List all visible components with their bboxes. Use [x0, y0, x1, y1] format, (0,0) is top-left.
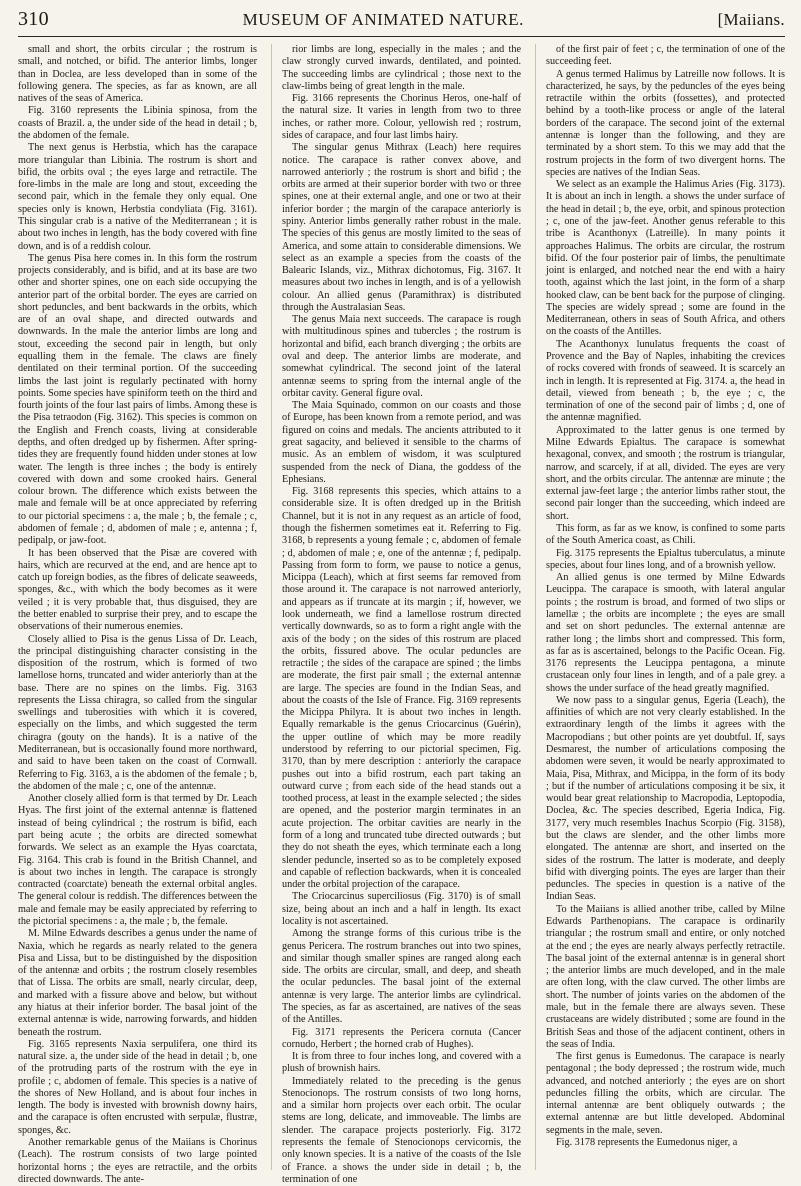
paragraph: Another closely allied form is that termed by Dr. Leach Hyas. The first joint of the external antennæ is flattened instead of being cylindrical ; the rostrum is bifid, each part being acute ; the orbits are directed somewhat forwards. We select as an example the Hyas coarctata, Fig. 3164. This crab is found in the British Channel, and is about two inches in length. The carapace is strongly contracted (coarctate) beneath the external orbital angles. The general colour is reddish. The differences between the male and female may be easily appreciated by referring to the pictorial specimens : a, the male ; b, the female.	[18, 793, 257, 927]
paragraph: An allied genus is one termed by Milne Edwards Leucippa. The carapace is smooth, with lateral angular points ; the rostrum is broad, and formed of two slips or lamellæ ; the orbits are incomplete ; the eyes are small and set on short peduncles. The external antennæ are rather long ; the limbs short and compressed. This form, as far as is ascertained, belongs to the Pacific Ocean. Fig. 3176 represents the Leucippa pentagona, a minute crustacean only four lines in length, and of a pale grey. a shows the under surface of the head greatly magnified.	[546, 572, 785, 694]
text-columns	[18, 44, 785, 1185]
paragraph: The Maia Squinado, common on our coasts and those of Europe, has been known from a remote period, and was figured on coins and medals. The ancients attributed to it great sagacity, and believed it sensible to the charms of music. As an emblem of wisdom, it was sculptured suspended from the neck of Diana, the goddess of the Ephesians.	[282, 400, 521, 485]
paragraph: Fig. 3171 represents the Pericera cornuta (Cancer cornudo, Herbert ; the horned crab of Hughes).	[282, 1026, 521, 1050]
paragraph: Fig. 3166 represents the Chorinus Heros, one-half of the natural size. It varies in length from two to three inches, or rather more. Colour, yellowish red ; rostrum, sides of carapace, and four last limbs hairy.	[282, 93, 521, 141]
page-number: 310	[18, 8, 49, 30]
paragraph: The Criocarcinus superciliosus (Fig. 3170) is of small size, being about an inch and a half in length. Its exact locality is not ascertained.	[282, 891, 521, 927]
paragraph: It is from three to four inches long, and covered with a plush of brownish hairs.	[282, 1051, 521, 1075]
paragraph: We select as an example the Halimus Aries (Fig. 3173). It is about an inch in length. a shows the under surface of the head in detail ; b, the eye, orbit, and spinous protection ; c, one of the jaw-feet. Another genus referable to this tribe is Acanthonyx (Latreille). In many points it approaches Halimus. The orbits are circular, the rostrum bifid. Of the four posterior pair of limbs, the penultimate joint is enlarged, and notched near the end with a hairy tooth, against which the last joint, in the form of a sharp hooked claw, can be bent back for the purpose of clinging. The species are widely spread ; some are found in the Mediterranean, others in seas of South Africa, and others on the coasts of the Antilles.	[546, 179, 785, 338]
paragraph: The Acanthonyx lunulatus frequents the coast of Provence and the Bay of Naples, inhabiting the crevices of rocks covered with fronds of seaweed. It is scarcely an inch in length. It is represented at Fig. 3174. a, the head in detail, viewed from beneath ; b, the eye ; c, the termination of one of the second pair of limbs ; d, one of the antennæ magnified.	[546, 338, 785, 424]
paragraph: This form, as far as we know, is confined to some parts of the South America coast, as Chili.	[546, 522, 785, 547]
paragraph: A genus termed Halimus by Latreille now follows. It is characterized, he says, by the peduncles of the eyes being retractile within the orbits (fossettes), and protected behind by a tooth-like process or angle of the lateral borders of the carapace. The second joint of the external antennæ is longer than the following, and they are terminated by a short stem. To this we may add that the rostrum projects in the form of two divergent horns. The species are natives of the Indian Seas.	[546, 68, 785, 178]
paragraph: To the Maiians is allied another tribe, called by Milne Edwards Parthenopians. The carapace is ordinarily triangular ; the rostrum small and entire, or only notched at the end ; the eyes are nearly always perfectly retractile. The basal joint of the external antennæ is in general short ; the anterior limbs are much developed, and in the male are often long, with the claw curved. The other limbs are short. The number of joints varies on the abdomen of the male, but in the female there are always seven. These crustaceans are widely distributed ; some are found in the British Seas and those of the adjacent continent, others in the seas of India.	[546, 903, 785, 1050]
paragraph: Fig. 3160 represents the Libinia spinosa, from the coasts of Brazil. a, the under side of the head in detail ; b, the abdomen of the female.	[18, 105, 257, 141]
paragraph: Approximated to the latter genus is one termed by Milne Edwards Epialtus. The carapace is somewhat hexagonal, convex, and smooth ; the rostrum is triangular, narrow, and scarcely, if at all, divided. The eyes are very short, and the orbits circular. The antennæ are minute ; the external jaw-feet large ; the anterior limbs rather stout, the second pair longer than the succeeding, which indeed are short.	[546, 424, 785, 522]
running-title: MUSEUM OF ANIMATED NATURE.	[242, 10, 524, 29]
paragraph: The next genus is Herbstia, which has the carapace more triangular than Libinia. The rostrum is short and bifid, the orbits oval ; the eyes large and retractile. The fore-limbs in the male are long and stout, exceeding the second pair, which in the female they only equal. One species only is known, Herbstia condyliata (Fig. 3161). This singular crab is a native of the Mediterranean ; it is about two inches in length, has the body covered with fine down, and is of a reddish colour.	[18, 142, 257, 252]
paragraph: of the first pair of feet ; c, the termination of one of the succeeding feet.	[546, 44, 785, 68]
paragraph: Among the strange forms of this curious tribe is the genus Pericera. The rostrum branches out into two spines, and similar though smaller spines are ranged along each side. The orbits are circular, small, and deep, and sheath the ocular peduncles. The basal joint of the external antennæ is very large. The anterior limbs are cylindrical. The species, as far as ascertained, are natives of the seas of the Antilles.	[282, 928, 521, 1026]
column-left	[18, 44, 257, 1185]
page-header	[18, 8, 785, 37]
paragraph: Fig. 3168 represents this species, which attains to a considerable size. It is often dredged up in the British Channel, but it is not in any request as an article of food, though the fishermen sometimes eat it. Referring to Fig. 3168, b represents a young female ; c, abdomen of female ; d, abdomen of male ; e, one of the antennæ ; f, pedipalp. Passing from form to form, we pause to notice a genus, Micippa (Leach), which at first seems far removed from those around it. The carapace is not narrowed anteriorly, and appears as if truncate at its margin ; if, however, we look underneath, we find a lamellose rostrum directed vertically downwards, so as to form a right angle with the axis of the body ; on the sides of this rostrum are placed the orbits, fissured above. The ocular peduncles are retractile ; the sides of the carapace are spined ; the limbs are moderate, the first pair small ; the external antennæ are large. The species are found in the Indian Seas, and about the coasts of the Isle of France. Fig. 3169 represents the Micippa Philyra. It is about two inches in length. Equally remarkable is the genus Criocarcinus (Guérin), the upper outline of which may be more readily understood by referring to our pictorial specimen, Fig. 3170, than by mere description : anteriorly the carapace pushes out into a bifid rostrum, each part taking an outward curve ; from each side of the head stands out a toothed process, at least in the example selected ; the sides are opened, and the posterior margin terminates in an acute projection. The orbitar cavities are nearly in the form of a long and truncated tube directed outwards ; but they do not sheath the eyes, which terminate each a long slender peduncle, inserted so as to be completely exposed and capable of reflection backwards, when it is concealed under the orbital projection of the carapace.	[282, 486, 521, 891]
paragraph: The singular genus Mithrax (Leach) here requires notice. The carapace is rather convex above, and narrowed anteriorly ; the rostrum is short and bifid ; the orbits are armed at their superior border with two or three spines, one at their external angle, and one or two at their inferior border ; the margin of the carapace anteriorly is spiny. Anterior limbs generally rather robust in the male. The species of this genus are mostly limited to the seas of America, and some attain to considerable dimensions. We select as an example a species from the coasts of the Balearic Islands, viz., Mithrax dichotomus, Fig. 3167. It measures about two inches in length, and is of a yellowish colour. An allied genus (Paramithrax) is distributed through the Australasian Seas.	[282, 142, 521, 313]
column-middle	[271, 44, 521, 1185]
paragraph: Closely allied to Pisa is the genus Lissa of Dr. Leach, the principal distinguishing character consisting in the disposition of the rostrum, which is formed of two lamellose horns, truncated and wider anteriorly than at the base. There are no spines on the limbs. Fig. 3163 represents the Lissa chiragra, so called from the singular swellings and tuberosities with which it is covered, especially on the limbs, and which suggested the term chiragra (gouty on the hands). It is a native of the Mediterranean, but is occasionally found more northward, and said to have been taken on the coast of Cornwall. Referring to Fig. 3163, a is the abdomen of the female ; b, the abdomen of the male ; c, one of the antennæ.	[18, 633, 257, 792]
column-right	[535, 44, 785, 1170]
paragraph: It has been observed that the Pisæ are covered with hairs, which are recurved at the end, and are hence apt to catch up foreign bodies, as the fibres of delicate seaweeds, sponges, &c., with which the body becomes as it were veiled ; it is very probable that, thus disguised, they are the better enabled to surprise their prey, and to escape the observations of their numerous enemies.	[18, 547, 257, 633]
paragraph: M. Milne Edwards describes a genus under the name of Naxia, which he regards as nearly related to the genera Pisa and Lissa, but to be distinguished by the disposition of the antennæ and orbits ; the rostrum closely resembles that of Lissa. The orbits are small, nearly circular, deep, and marked with a fissure above and below, but without any hiatus at their inferior border. The basal joint of the external antennæ is wide, narrowing forwards, and hidden beneath the rostrum.	[18, 928, 257, 1038]
paragraph: We now pass to a singular genus, Egeria (Leach), the affinities of which are not very clearly established. In the extraordinary length of the limbs it agrees with the Macropodians ; but other points are yet doubtful. If, says Desmarest, the number of articulations composing the abdomen were seven, it would be nearly approximated to Maia, Pisa, Mithrax, and Micippa, in the form of its body ; but if the number of articulations composing it be six, it would bear great relationship to Macropodia, Leptopodia, Doclea, &c. The species described, Egeria Indica, Fig. 3177, very much resembles Inachus Scorpio (Fig. 3158), but the claws are slender, and the other limbs more elongated. The antennæ are short, and inserted on the sides of the rostrum. The latter is moderate, and deeply bifid with diverging points. The eyes are larger than their peduncles. The species in question is a native of the Indian Seas.	[546, 694, 785, 903]
paragraph: Fig. 3178 represents the Eumedonus niger, a	[556, 1137, 738, 1149]
section-tag: [Maiians.	[717, 10, 785, 29]
paragraph: small and short, the orbits circular ; the rostrum is small, and notched, or bifid. The anterior limbs, longer than in Doclea, are less developed than in some of the following genera. The species, as far as known, are all natives of the seas of America.	[18, 44, 257, 105]
paragraph: rior limbs are long, especially in the males ; and the claw strongly curved inwards, dentilated, and pointed. The succeeding limbs are cylindrical ; those next to the claw-limbs being of great length in the male.	[282, 44, 521, 92]
paragraph: Immediately related to the preceding is the genus Stenocionops. The rostrum consists of two long horns, and a similar horn projects over each orbit. The ocular stems are long, delicate, and immoveable. The limbs are slender. The carapace projects posteriorly. Fig. 3172 represents the female of Stenocionops cervicornis, the only known species. It is a native of the coasts of the Isle of France. a shows the under side in detail ; b, the termination of one	[282, 1075, 521, 1185]
paragraph: The genus Maia next succeeds. The carapace is rough with multitudinous spines and tubercles ; the rostrum is horizontal and bifid, each branch diverging ; the orbits are oval and deep. The anterior limbs are moderate, and somewhat cylindrical. The second joint of the lateral antennæ seems to spring from the internal angle of the orbitar cavity. General figure oval.	[282, 314, 521, 399]
paragraph: Another remarkable genus of the Maiians is Chorinus (Leach). The rostrum consists of two large pointed horizontal horns ; the eyes are retractile, and the orbits directed downwards. The ante-	[18, 1137, 257, 1185]
paragraph: Fig. 3165 represents Naxia serpulifera, one third its natural size. a, the under side of the head in detail ; b, one of the protruding parts of the rostrum with the eye in profile ; c, abdomen of female. This species is a native of the shores of New Holland, and is about four inches in length. The body is invested with brownish downy hairs, and the carapace is often encrusted with serpulæ, flustræ, sponges, &c.	[18, 1038, 257, 1136]
paragraph: The genus Pisa here comes in. In this form the rostrum projects considerably, and is bifid, and at its base are two other and shorter spines, one on each side occupying the anterior part of the orbital border. The eyes are carried on short peduncles, and bent backwards in the orbits, which are of an oval shape, and directed outwards and downwards. In the male the anterior limbs are long and stout, exceeding the second pair in length, but only equalling them in the female. The claws are finely dentilated on their terminal portion. Of the succeeding limbs the last joint is regularly pectinated with horny points. Some species have spiniform teeth on the third and fourth joints of the four last pairs of limbs. Among these is the Pisa tetraodon (Fig. 3162). This species is common on the English and French coasts, living at considerable depths, and often dredged up by fishermen. After spring-tides they are frequently found hidden under stones at low water. The length is three inches ; the body is entirely covered with down and some crooked hairs. General colour brown. The difference which exists between the male and female will be at once appreciated by referring to our pictorial specimens : a, the male ; b, the female ; c, abdomen of female ; d, abdomen of male ; e, antenna ; f, pedipalp, or jaw-foot.	[18, 252, 257, 547]
paragraph: Fig. 3175 represents the Epialtus tuberculatus, a minute species, about four lines long, and of a brownish yellow.	[546, 547, 785, 571]
paragraph: The first genus is Eumedonus. The carapace is nearly pentagonal ; the body depressed ; the rostrum wide, much advanced, and notched anteriorly ; the eyes are on short peduncles filling the orbits, which are circular. The internal antennæ are bent obliquely outwards ; the external antennæ are but little developed. Abdominal segments in the male, seven.	[546, 1051, 785, 1136]
